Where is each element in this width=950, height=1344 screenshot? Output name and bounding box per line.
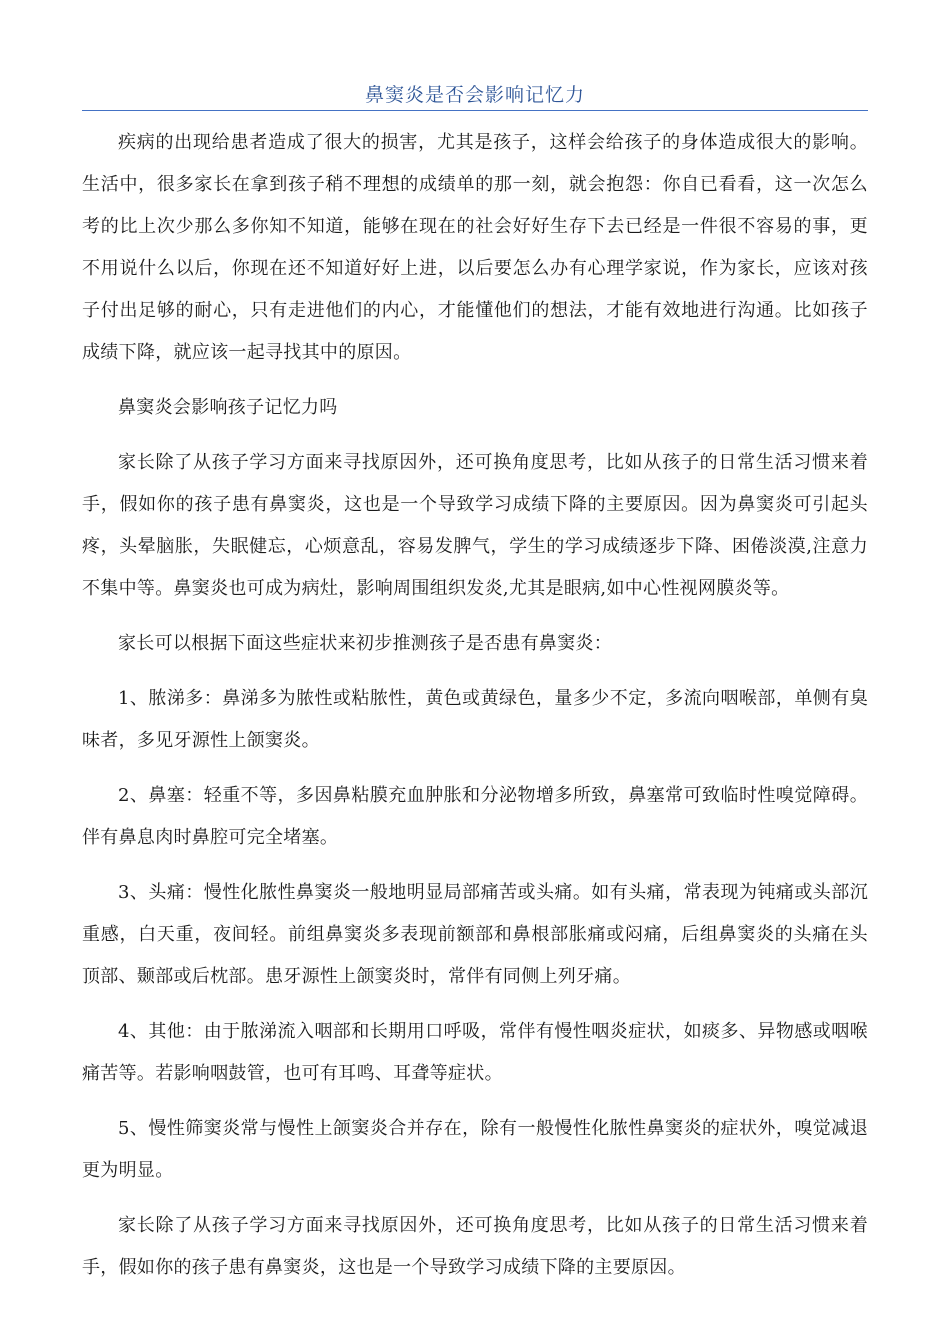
paragraph-symptoms-intro: 家长可以根据下面这些症状来初步推测孩子是否患有鼻窦炎： (118, 633, 613, 654)
paragraph-intro: 疾病的出现给患者造成了很大的损害，尤其是孩子，这样会给孩子的身体造成很大的影响。生活中，很多家长在拿到孩子稍不理想的成绩单的那一刻，就会抱怨：你自已看看，这一次怎么考的比上次少那么多你知不知道，能够在现在的社会好好生存下去已经是一件很不容易的事，更不用说什么以后，你现在还不知道好好上进，以后要怎么办有心理学家说，作为家长，应该对孩子付出足够的耐心，只有走进他们的内心，才能懂他们的想法，才能有效地进行沟通。比如孩子成绩下降，就应该一起寻找其中的原因。 (82, 132, 868, 363)
paragraph-cause: 家长除了从孩子学习方面来寻找原因外，还可换角度思考，比如从孩子的日常生活习惯来着手，假如你的孩子患有鼻窦炎，这也是一个导致学习成绩下降的主要原因。因为鼻窦炎可引起头疼，头晕脑胀，失眠健忘，心烦意乱，容易发脾气，学生的学习成绩逐步下降、困倦淡漠,注意力不集中等。鼻窦炎也可成为病灶，影响周围组织发炎,尤其是眼病,如中心性视网膜炎等。 (82, 452, 868, 599)
paragraph-closing: 家长除了从孩子学习方面来寻找原因外，还可换角度思考，比如从孩子的日常生活习惯来着手，假如你的孩子患有鼻窦炎，这也是一个导致学习成绩下降的主要原因。 (82, 1215, 868, 1278)
document-title: 鼻窦炎是否会影响记忆力 (364, 84, 585, 106)
list-item-symptom-1: 1、脓涕多：鼻涕多为脓性或粘脓性，黄色或黄绿色，量多少不定，多流向咽喉部，单侧有臭味者，多见牙源性上颌窦炎。 (82, 688, 868, 751)
section-heading: 鼻窦炎会影响孩子记忆力吗 (118, 397, 338, 418)
list-item-symptom-3: 3、头痛：慢性化脓性鼻窦炎一般地明显局部痛苦或头痛。如有头痛，常表现为钝痛或头部沉重感，白天重，夜间轻。前组鼻窦炎多表现前额部和鼻根部胀痛或闷痛，后组鼻窦炎的头痛在头顶部、颞部或后枕部。患牙源性上颌窦炎时，常伴有同侧上列牙痛。 (82, 882, 868, 987)
list-item-symptom-5: 5、慢性筛窦炎常与慢性上颌窦炎合并存在，除有一般慢性化脓性鼻窦炎的症状外，嗅觉减退更为明显。 (82, 1118, 868, 1181)
list-item-symptom-4: 4、其他：由于脓涕流入咽部和长期用口呼吸，常伴有慢性咽炎症状，如痰多、异物感或咽喉痛苦等。若影响咽鼓管，也可有耳鸣、耳聋等症状。 (82, 1021, 868, 1084)
document-body (82, 122, 868, 1289)
page-header (82, 80, 868, 111)
list-item-symptom-2: 2、鼻塞：轻重不等，多因鼻粘膜充血肿胀和分泌物增多所致，鼻塞常可致临时性嗅觉障碍。伴有鼻息肉时鼻腔可完全堵塞。 (82, 785, 868, 848)
